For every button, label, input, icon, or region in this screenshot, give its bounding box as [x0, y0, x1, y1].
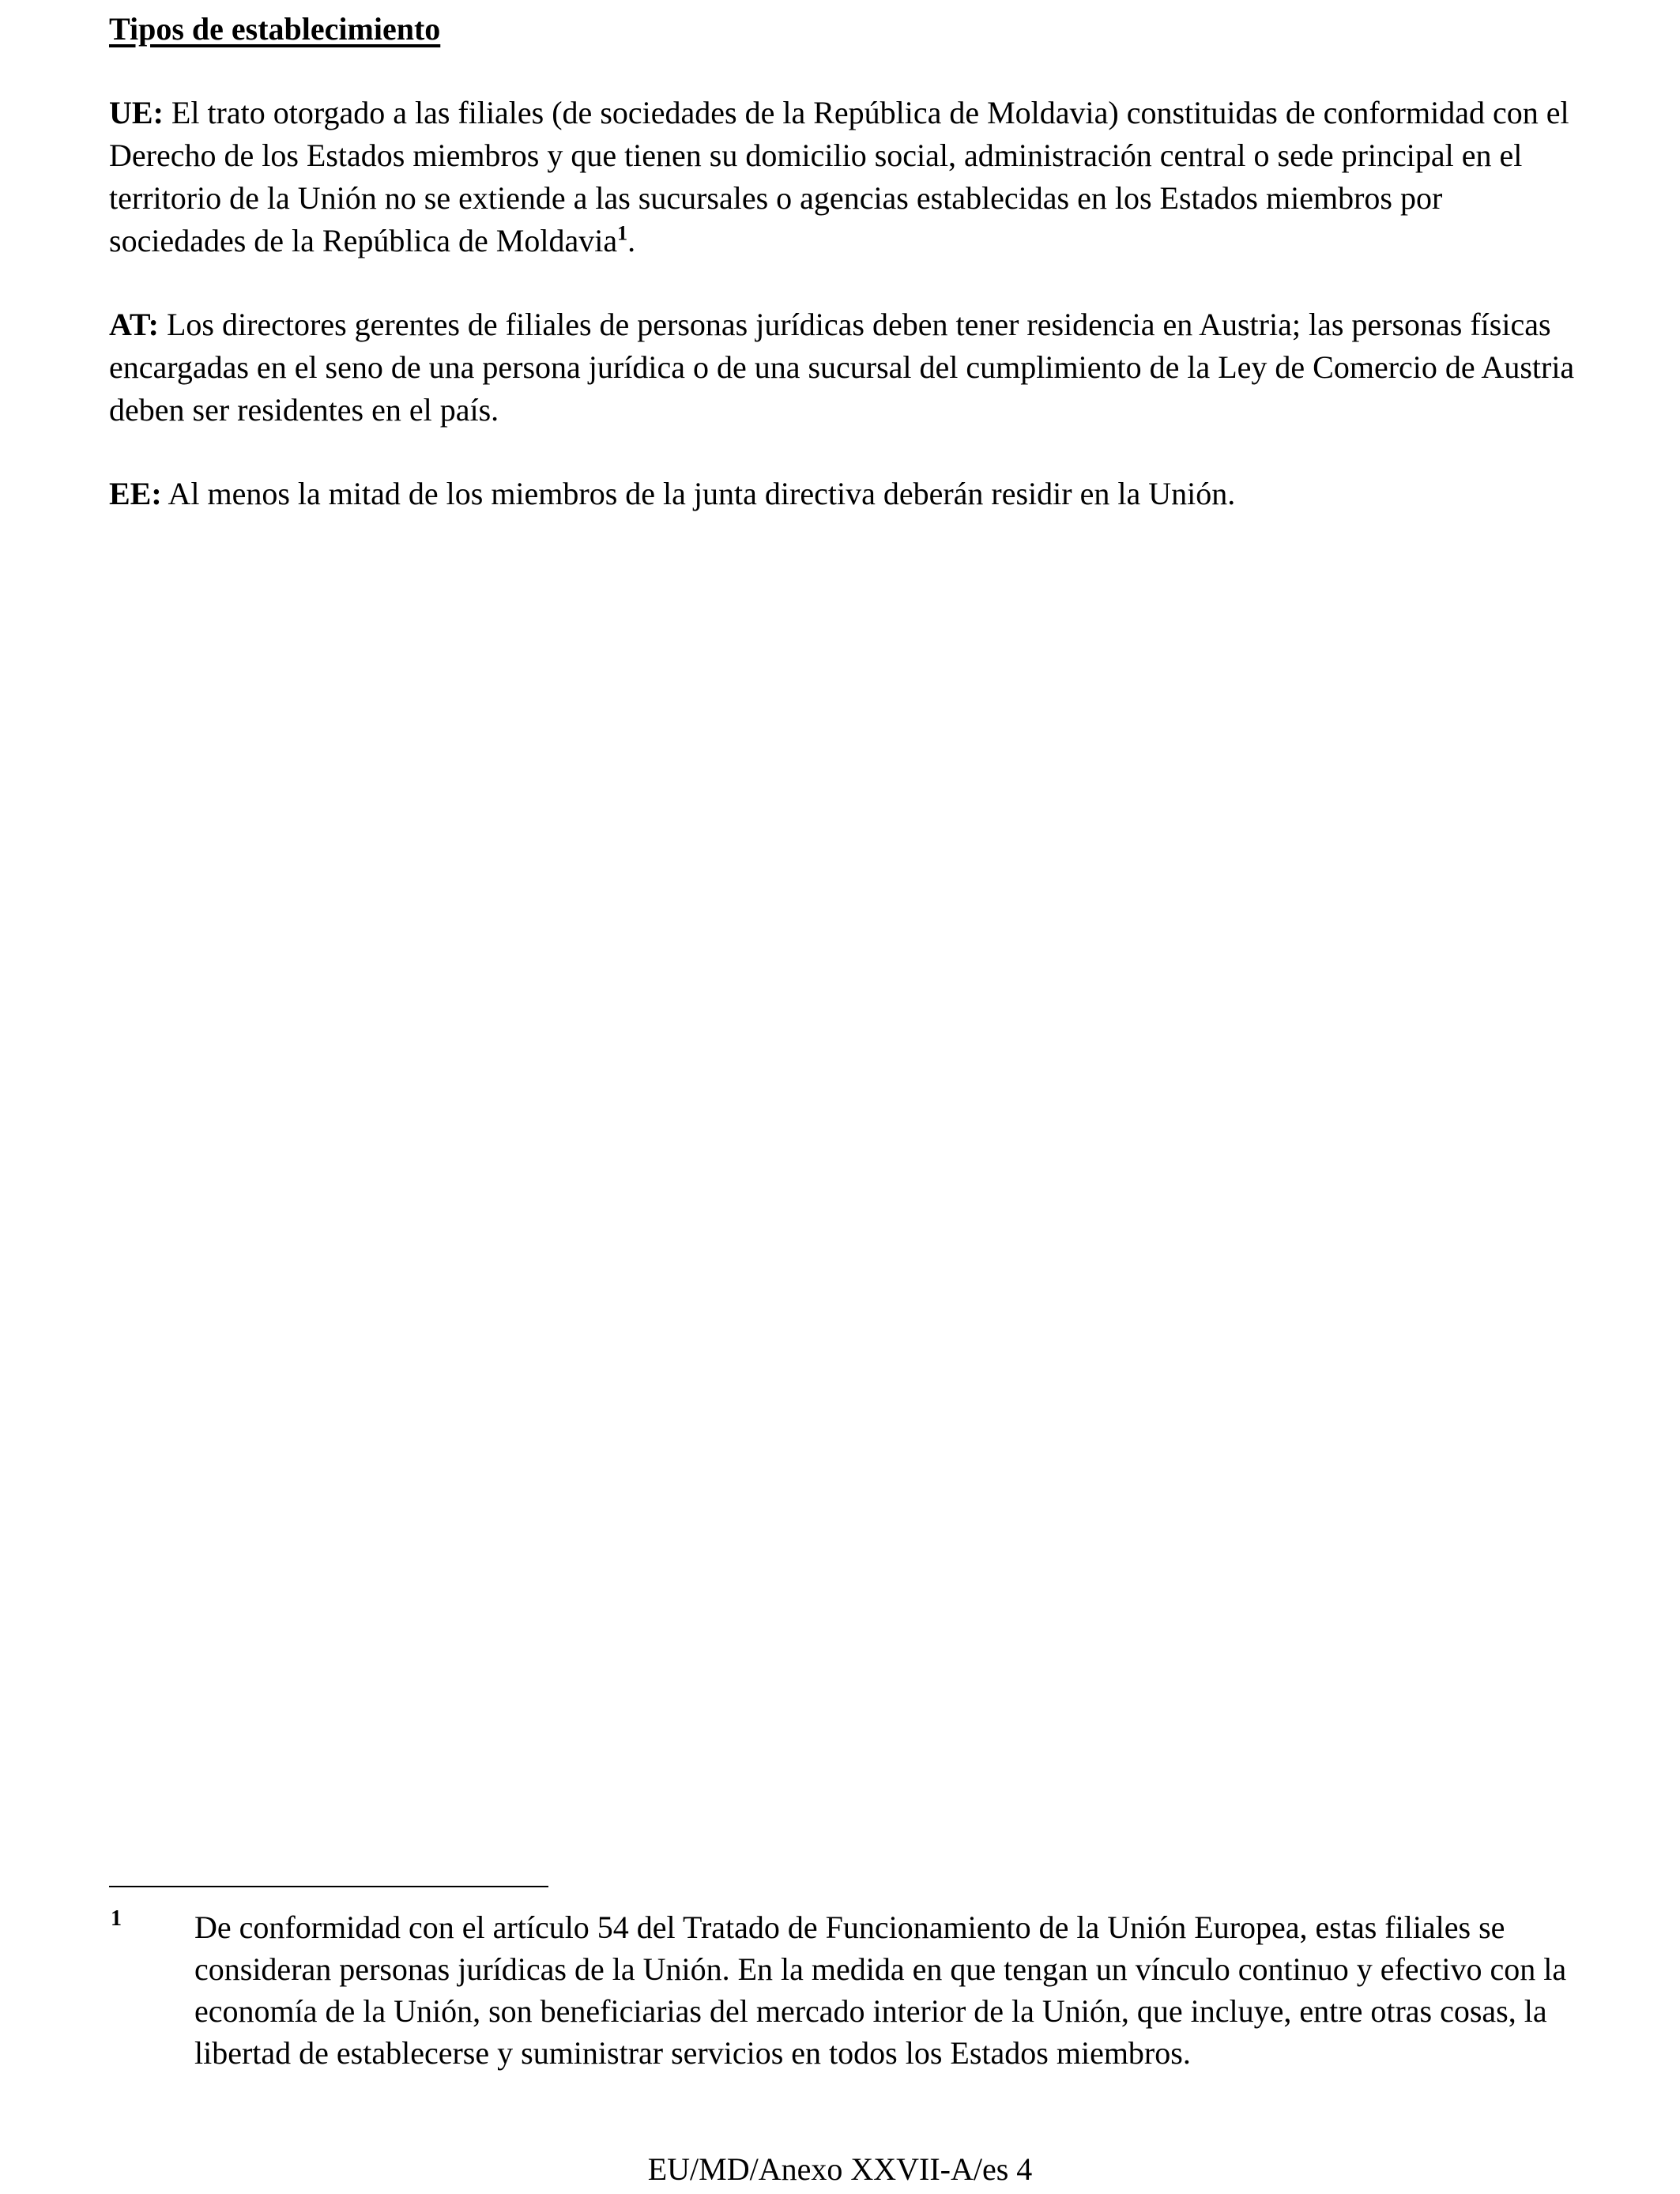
footnote-marker: 1 — [111, 1906, 122, 1931]
footnote-reference[interactable]: 1 — [617, 221, 628, 245]
paragraph-text-ue: El trato otorgado a las filiales (de sociedades de la República de Moldavia) constituidas de conformidad con el Derecho de los Estados miembros y que tienen su domicilio social, administración central o sede principal en el territorio de la Unión no se extiende a las sucursales o agencias establecidas en los Estados miembros por sociedades de la República de Moldavia — [109, 95, 1569, 258]
footnote-separator — [109, 1886, 548, 1887]
paragraph-at — [109, 303, 1579, 432]
page-footer-label: EU/MD/Anexo XXVII-A/es 4 — [647, 2151, 1033, 2187]
paragraph-ee — [109, 473, 1579, 515]
paragraph-text-at: Los directores gerentes de filiales de personas jurídicas deben tener residencia en Austria; las personas físicas encargadas en el seno de una persona jurídica o de una sucursal del cumplimiento de la Ley de Comercio de Austria deben ser residentes en el país. — [109, 307, 1575, 428]
paragraph-label-ee: EE: — [109, 476, 162, 511]
paragraph-ue — [109, 92, 1579, 262]
paragraph-end-ue: . — [627, 223, 636, 258]
paragraph-label-ue: UE: — [109, 95, 164, 130]
footnote-text: De conformidad con el artículo 54 del Tratado de Funcionamiento de la Unión Europea, estas filiales se consideran personas jurídicas de la Unión. En la medida en que tengan un vínculo continuo y efectivo con la economía de la Unión, son beneficiarias del mercado interior de la Unión, que incluye, entre otras cosas, la libertad de establecerse y suministrar servicios en todos los Estados miembros. — [194, 1909, 1567, 2071]
section-heading: Tipos de establecimiento — [109, 11, 441, 47]
paragraph-text-ee: Al menos la mitad de los miembros de la junta directiva deberán residir en la Unión. — [168, 476, 1236, 511]
paragraph-label-at: AT: — [109, 307, 159, 342]
